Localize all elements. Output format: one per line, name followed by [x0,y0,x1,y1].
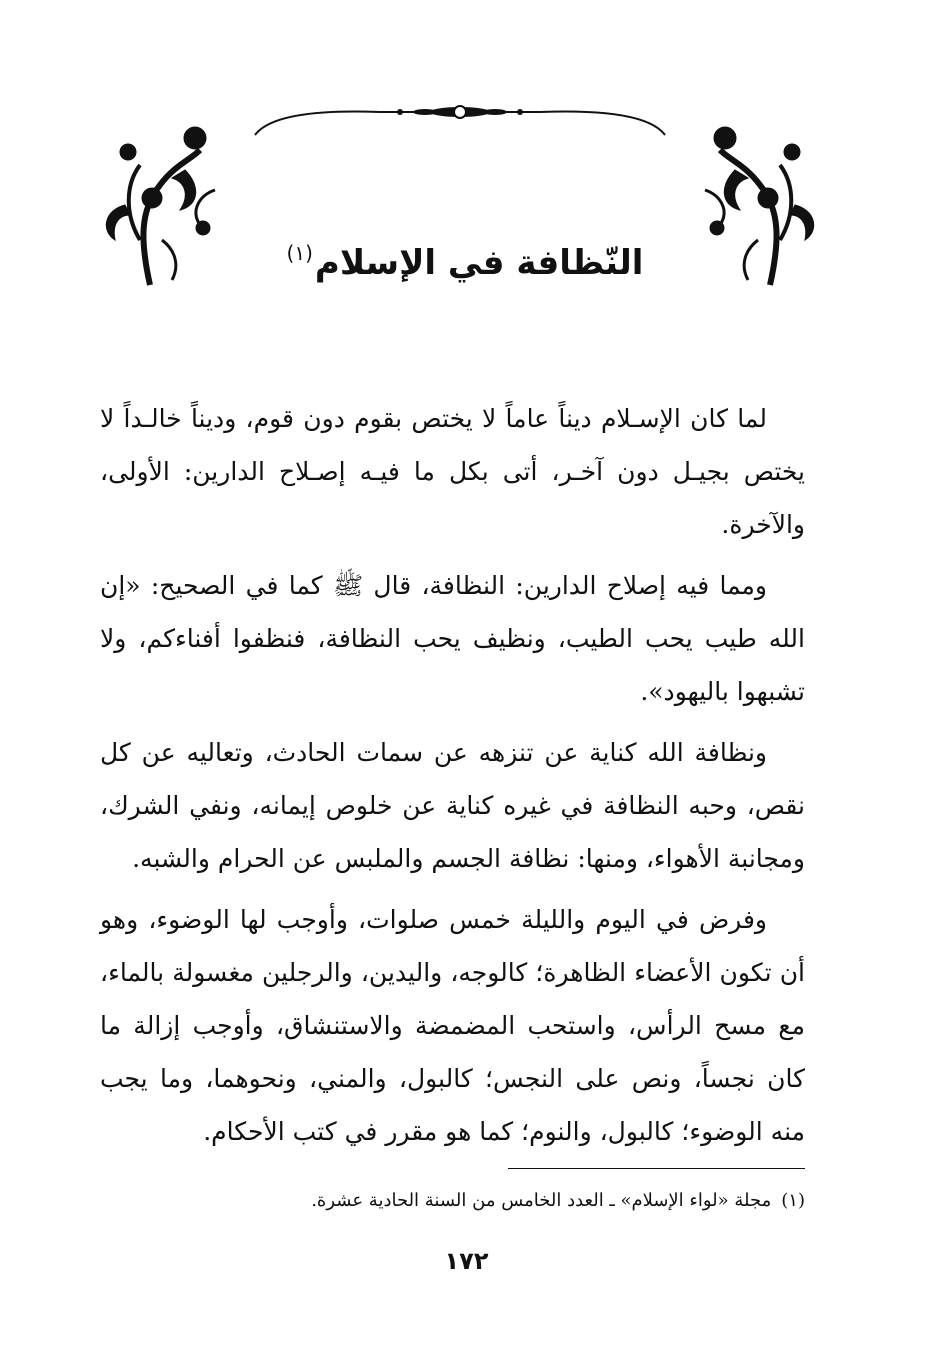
footnote-marker: (١) [781,1190,805,1211]
chapter-title [150,228,780,288]
paragraph: لما كان الإسـلام ديناً عاماً لا يختص بقوم دون قوم، وديناً خالـداً لا يختص بجيـل دون آخـر، أتى بكل ما فيـه إصـلاح الدارين: الأولى، والآخرة. [100,404,805,539]
footnote [100,1186,805,1216]
footnote-divider [508,1168,805,1169]
footnote-text: مجلة «لواء الإسلام» ـ العدد الخامس من السنة الحادية عشرة. [311,1190,772,1211]
paragraph: وفرض في اليوم والليلة خمس صلوات، وأوجب لها الوضوء، وهو أن تكون الأعضاء الظاهرة؛ كالوجه، واليدين، والرجلين مغسولة بالماء، مع مسح الرأس، واستحب المضمضة والاستنشاق، وأوجب إزالة ما كان نجساً، ونص على النجس؛ كالبول، والمني، ونحوهما، وما يجب منه الوضوء؛ كالبول، والنوم؛ كما هو مقرر في كتب الأحكام. [100,905,805,1146]
paragraph: ومما فيه إصلاح الدارين: النظافة، قال ﷺ كما في الصحيح: «إن الله طيب يحب الطيب، ونظيف يحب النظافة، فنظفوا أفناءكم، ولا تشبهوا باليهود». [100,571,805,706]
title-footnote-marker: (١) [286,241,313,265]
chapter-title-text: النّظافة في الإسلام [314,243,644,283]
paragraph: ونظافة الله كناية عن تنزهه عن سمات الحادث، وتعاليه عن كل نقص، وحبه النظافة في غيره كناية عن خلوص إيمانه، ونفي الشرك، ومجانبة الأهواء، ومنها: نظافة الجسم والملبس عن الحرام والشبه. [100,738,805,873]
page-number: ١٧٢ [444,1247,489,1275]
body-text [100,392,805,1166]
